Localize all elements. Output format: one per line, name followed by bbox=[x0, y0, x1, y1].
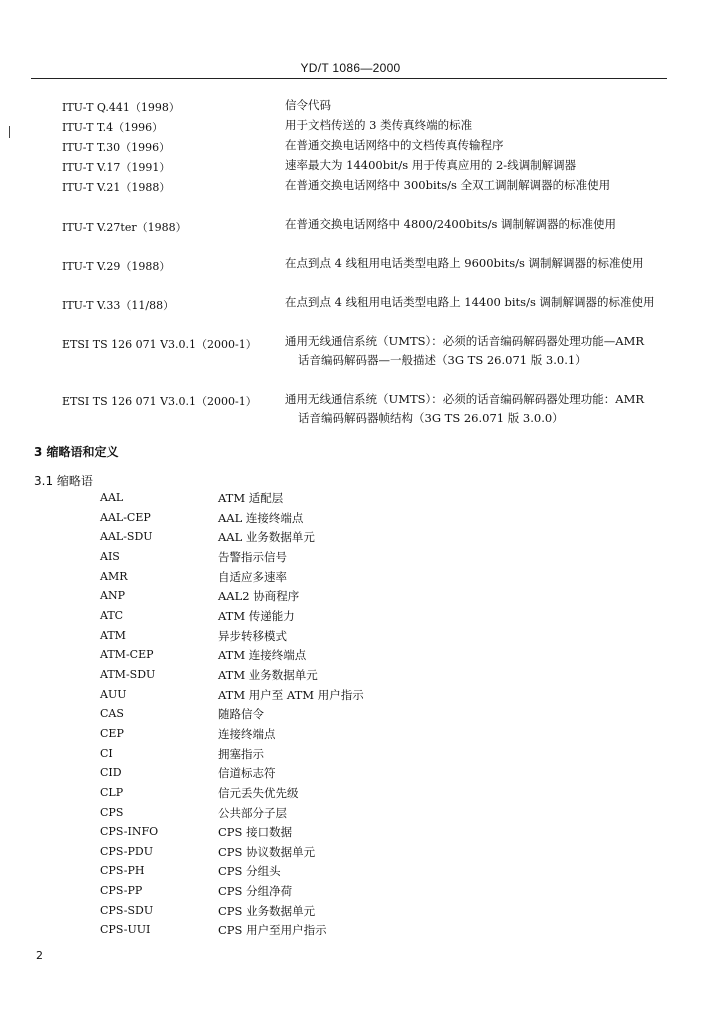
reference-description: 用于文档传送的 3 类传真终端的标准 bbox=[285, 118, 473, 132]
abbreviation-term: CPS bbox=[100, 806, 124, 819]
section-heading: 3 缩略语和定义 bbox=[34, 445, 119, 459]
abbreviation-term: CAS bbox=[100, 707, 124, 720]
document-code: YD/T 1086—2000 bbox=[300, 61, 401, 75]
abbreviation-definition: 公共部分子层 bbox=[218, 806, 287, 820]
reference-description: 速率最大为 14400bit/s 用于传真应用的 2-线调制解调器 bbox=[285, 158, 577, 172]
abbreviation-term: CID bbox=[100, 766, 122, 779]
reference-code: ITU-T T.30（1996） bbox=[62, 141, 171, 154]
reference-code: ETSI TS 126 071 V3.0.1（2000-1） bbox=[62, 338, 257, 351]
abbreviation-definition: 异步转移模式 bbox=[218, 629, 287, 643]
subsection-heading: 3.1 缩略语 bbox=[34, 474, 93, 488]
abbreviation-definition: 告警指示信号 bbox=[218, 550, 287, 564]
abbreviation-term: AAL-CEP bbox=[100, 511, 151, 524]
abbreviation-definition: CPS 分组头 bbox=[218, 864, 281, 878]
abbreviation-definition: AAL2 协商程序 bbox=[218, 589, 300, 603]
abbreviation-definition: 自适应多速率 bbox=[218, 570, 287, 584]
abbreviation-definition: ATM 用户至 ATM 用户指示 bbox=[218, 688, 364, 702]
abbreviation-term: AAL-SDU bbox=[100, 530, 153, 543]
abbreviation-definition: 随路信令 bbox=[218, 707, 264, 721]
abbreviation-term: AAL bbox=[100, 491, 124, 504]
abbreviation-term: CPS-PP bbox=[100, 884, 143, 897]
page-number: 2 bbox=[36, 949, 43, 962]
abbreviation-term: ATM bbox=[100, 629, 126, 642]
abbreviation-definition: 连接终端点 bbox=[218, 727, 276, 741]
abbreviation-definition: ATM 业务数据单元 bbox=[218, 668, 318, 682]
reference-description: 在普通交换电话网络中 300bits/s 全双工调制解调器的标准使用 bbox=[285, 178, 611, 192]
reference-code: ITU-T Q.441（1998） bbox=[62, 101, 180, 114]
abbreviation-term: CPS-UUI bbox=[100, 923, 151, 936]
abbreviation-term: CPS-PH bbox=[100, 864, 145, 877]
abbreviation-term: CEP bbox=[100, 727, 124, 740]
abbreviation-term: CLP bbox=[100, 786, 124, 799]
abbreviation-term: ATM-CEP bbox=[100, 648, 154, 661]
reference-description: 通用无线通信系统（UMTS）：必须的话音编码解码器处理功能：AMR 话音编码解码器帧结构（3G TS 26.071 版 3.0.0） bbox=[285, 392, 645, 425]
abbreviation-term: AMR bbox=[100, 570, 128, 583]
abbreviation-definition: AAL 连接终端点 bbox=[218, 511, 304, 525]
abbreviation-definition: CPS 业务数据单元 bbox=[218, 904, 316, 918]
abbreviation-term: CPS-PDU bbox=[100, 845, 153, 858]
abbreviation-definition: ATM 连接终端点 bbox=[218, 648, 307, 662]
reference-description: 在点到点 4 线租用电话类型电路上 9600bits/s 调制解调器的标准使用 bbox=[285, 256, 644, 270]
abbreviation-definition: AAL 业务数据单元 bbox=[218, 530, 315, 544]
reference-description: 通用无线通信系统（UMTS）：必须的话音编码解码器处理功能—AMR 话音编码解码器—一般描述（3G TS 26.071 版 3.0.1） bbox=[285, 334, 645, 367]
abbreviation-definition: CPS 接口数据 bbox=[218, 825, 293, 839]
abbreviation-term: ANP bbox=[100, 589, 125, 602]
abbreviation-term: AIS bbox=[100, 550, 120, 563]
abbreviation-definition: 信元丢失优先级 bbox=[218, 786, 299, 800]
reference-code: ETSI TS 126 071 V3.0.1（2000-1） bbox=[62, 395, 257, 408]
header-rule bbox=[31, 78, 667, 79]
reference-code: ITU-T V.33（11/88） bbox=[62, 299, 175, 312]
abbreviation-definition: ATM 适配层 bbox=[218, 491, 284, 505]
reference-code: ITU-T V.17（1991） bbox=[62, 161, 171, 174]
abbreviation-term: CPS-INFO bbox=[100, 825, 159, 838]
abbreviation-term: AUU bbox=[100, 688, 127, 701]
reference-code: ITU-T V.29（1988） bbox=[62, 260, 171, 273]
abbreviation-term: CI bbox=[100, 747, 113, 760]
abbreviation-term: ATM-SDU bbox=[100, 668, 156, 681]
abbreviation-definition: CPS 用户至用户指示 bbox=[218, 923, 327, 937]
reference-code: ITU-T T.4（1996） bbox=[62, 121, 164, 134]
abbreviation-definition: CPS 分组净荷 bbox=[218, 884, 293, 898]
abbreviation-definition: 信道标志符 bbox=[218, 766, 276, 780]
reference-description: 在普通交换电话网络中 4800/2400bits/s 调制解调器的标准使用 bbox=[285, 217, 617, 231]
abbreviation-definition: 拥塞指示 bbox=[218, 747, 264, 761]
scan-margin-mark bbox=[9, 126, 10, 138]
abbreviation-definition: CPS 协议数据单元 bbox=[218, 845, 316, 859]
abbreviation-term: CPS-SDU bbox=[100, 904, 154, 917]
reference-description: 在普通交换电话网络中的文档传真传输程序 bbox=[285, 138, 504, 152]
reference-code: ITU-T V.21（1988） bbox=[62, 181, 171, 194]
reference-description: 在点到点 4 线租用电话类型电路上 14400 bits/s 调制解调器的标准使用 bbox=[285, 295, 655, 309]
abbreviation-definition: ATM 传递能力 bbox=[218, 609, 295, 623]
reference-code: ITU-T V.27ter（1988） bbox=[62, 221, 187, 234]
abbreviation-term: ATC bbox=[100, 609, 124, 622]
reference-description: 信令代码 bbox=[285, 98, 331, 112]
